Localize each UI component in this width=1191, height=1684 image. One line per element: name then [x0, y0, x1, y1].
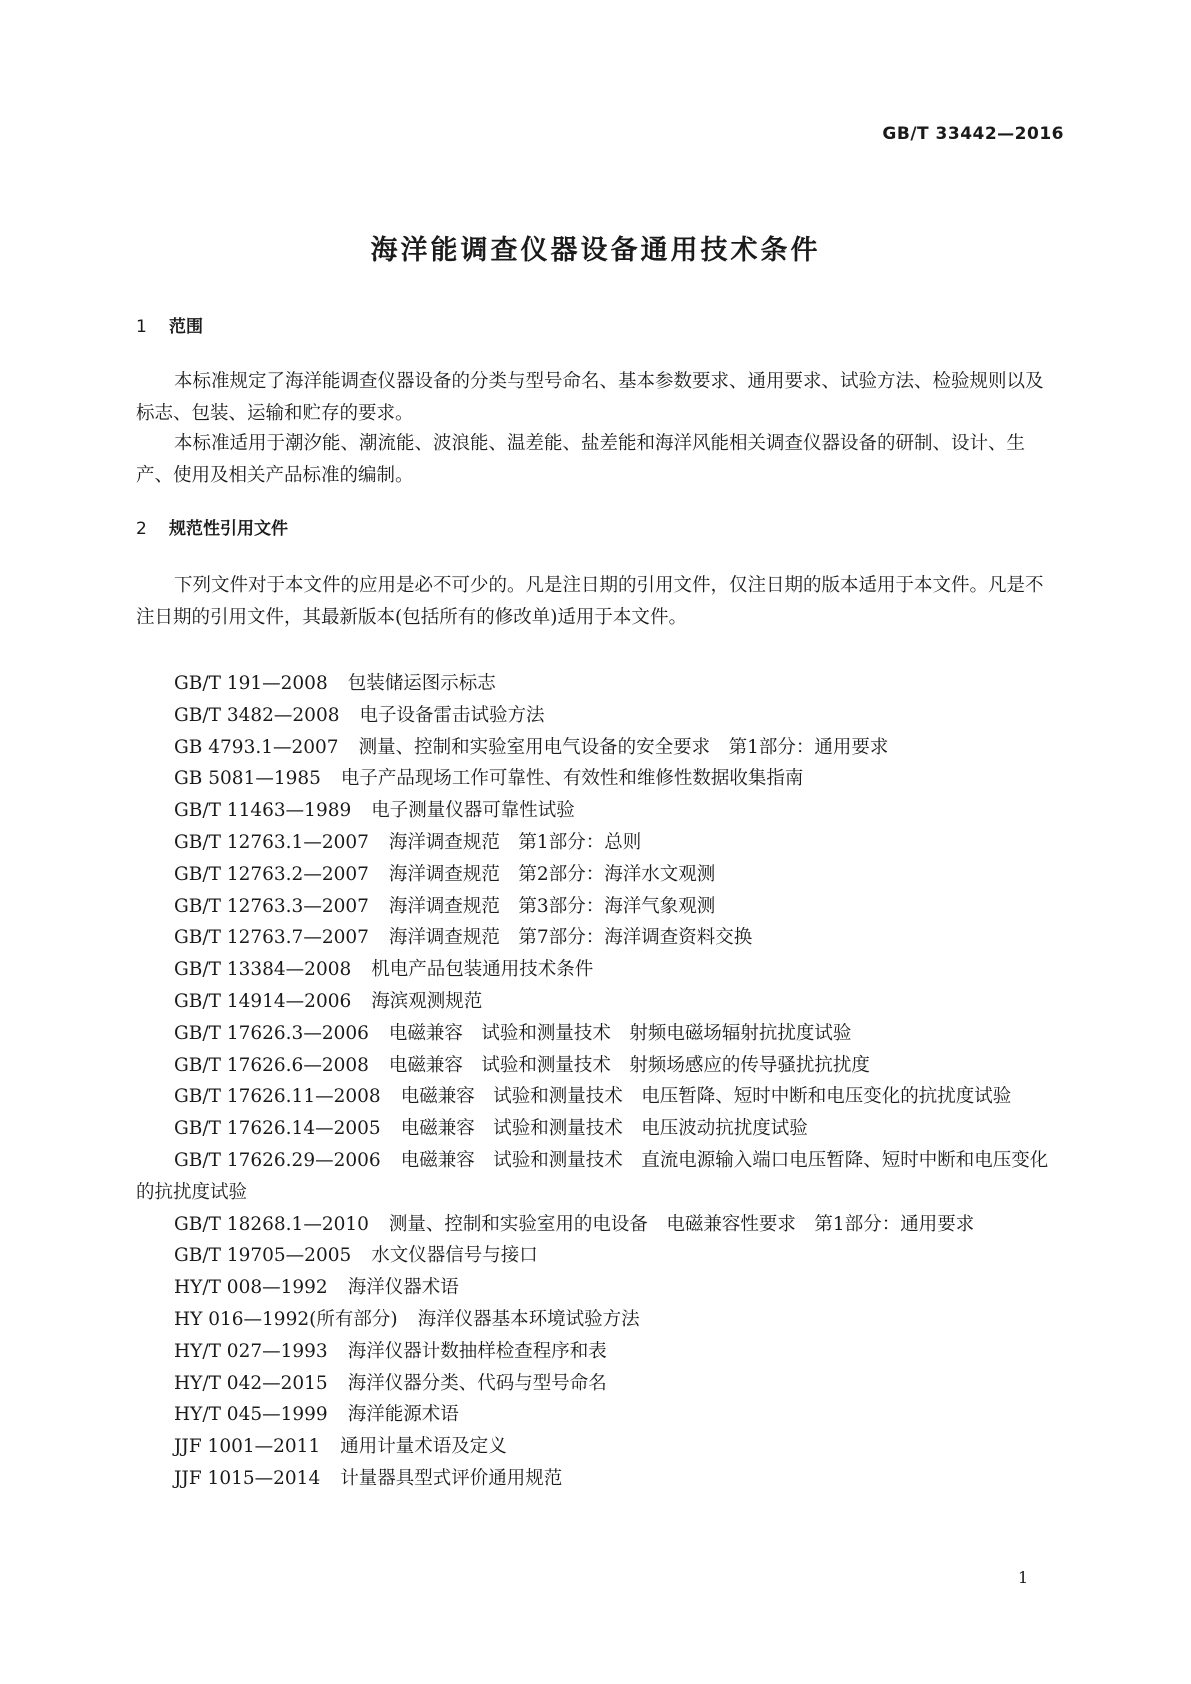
reference-item [136, 1272, 1056, 1304]
reference-title: 海洋仪器计数抽样检查程序和表 [347, 1340, 607, 1362]
section-2-title: 规范性引用文件 [169, 519, 288, 539]
reference-title: 海洋仪器术语 [347, 1277, 459, 1299]
scope-paragraph-2: 本标准适用于潮汐能、潮流能、波浪能、温差能、盐差能和海洋风能相关调查仪器设备的研制、设计、生产、使用及相关产品标准的编制。 [136, 433, 1026, 486]
reference-item [136, 827, 1056, 859]
reference-code: GB/T 13384—2008 [174, 959, 352, 981]
reference-title: 电磁兼容 试验和测量技术 射频场感应的传导骚扰抗扰度 [388, 1054, 870, 1076]
reference-code: GB/T 3482—2008 [174, 704, 340, 726]
reference-code: GB 5081—1985 [174, 768, 321, 790]
reference-item [136, 763, 1056, 795]
reference-item [136, 1240, 1056, 1272]
reference-title: 电子设备雷击试验方法 [359, 704, 545, 726]
reference-title: 海洋能源术语 [347, 1404, 459, 1426]
reference-item [136, 1113, 1056, 1145]
reference-item [136, 954, 1056, 986]
reference-item [136, 1145, 1056, 1209]
reference-item [136, 1463, 1056, 1495]
reference-title: 电磁兼容 试验和测量技术 直流电源输入端口电压暂降、短时中断和电压变化的抗扰度试验 [136, 1149, 1049, 1203]
reference-code: GB/T 18268.1—2010 [174, 1213, 369, 1235]
section-2-number: 2 [136, 519, 147, 539]
section-1-number: 1 [136, 317, 147, 337]
reference-title: 海洋调查规范 第2部分：海洋水文观测 [388, 863, 716, 885]
reference-item [136, 1431, 1056, 1463]
reference-code: HY/T 027—1993 [174, 1340, 328, 1362]
reference-title: 海洋仪器分类、代码与型号命名 [347, 1372, 607, 1394]
reference-code: GB/T 12763.3—2007 [174, 895, 369, 917]
reference-code: JJF 1001—2011 [174, 1436, 321, 1458]
reference-item [136, 795, 1056, 827]
reference-title: 海洋调查规范 第3部分：海洋气象观测 [388, 895, 716, 917]
reference-title: 测量、控制和实验室用的电设备 电磁兼容性要求 第1部分：通用要求 [388, 1213, 975, 1235]
reference-item [136, 1209, 1056, 1241]
reference-code: GB/T 17626.14—2005 [174, 1118, 381, 1140]
reference-item [136, 700, 1056, 732]
reference-code: GB/T 14914—2006 [174, 990, 352, 1012]
reference-title: 测量、控制和实验室用电气设备的安全要求 第1部分：通用要求 [358, 736, 889, 758]
reference-code: GB/T 17626.11—2008 [174, 1086, 381, 1108]
section-1-title: 范围 [169, 317, 203, 337]
reference-title: 海滨观测规范 [371, 990, 483, 1012]
reference-title: 通用计量术语及定义 [340, 1436, 507, 1458]
reference-title: 水文仪器信号与接口 [371, 1245, 538, 1267]
reference-title: 海洋调查规范 第7部分：海洋调查资料交换 [388, 927, 753, 949]
reference-title: 电子测量仪器可靠性试验 [371, 800, 575, 822]
reference-title: 电磁兼容 试验和测量技术 射频电磁场辐射抗扰度试验 [388, 1022, 852, 1044]
reference-code: HY/T 042—2015 [174, 1372, 328, 1394]
reference-title: 计量器具型式评价通用规范 [340, 1467, 563, 1489]
references-intro-paragraph: 下列文件对于本文件的应用是必不可少的。凡是注日期的引用文件，仅注日期的版本适用于本文件。凡是不注日期的引用文件，其最新版本(包括所有的修改单)适用于本文件。 [136, 575, 1044, 628]
section-1-heading [136, 312, 203, 337]
reference-title: 海洋仪器基本环境试验方法 [417, 1308, 640, 1330]
reference-title: 机电产品包装通用技术条件 [371, 959, 594, 981]
reference-item [136, 1050, 1056, 1082]
page-number: 1 [1018, 1568, 1029, 1587]
reference-title: 电磁兼容 试验和测量技术 电压暂降、短时中断和电压变化的抗扰度试验 [400, 1086, 1012, 1108]
reference-code: GB/T 17626.3—2006 [174, 1022, 369, 1044]
reference-item [136, 1336, 1056, 1368]
reference-item [136, 922, 1056, 954]
scope-paragraph-1: 本标准规定了海洋能调查仪器设备的分类与型号命名、基本参数要求、通用要求、试验方法、检验规则以及标志、包装、运输和贮存的要求。 [136, 371, 1044, 424]
reference-title: 海洋调查规范 第1部分：总则 [388, 831, 642, 853]
reference-code: GB/T 11463—1989 [174, 800, 352, 822]
reference-code: GB/T 12763.2—2007 [174, 863, 369, 885]
reference-item [136, 891, 1056, 923]
reference-code: JJF 1015—2014 [174, 1467, 321, 1489]
reference-item [136, 668, 1056, 700]
reference-code: HY/T 045—1999 [174, 1404, 328, 1426]
reference-item [136, 1081, 1056, 1113]
reference-title: 电磁兼容 试验和测量技术 电压波动抗扰度试验 [400, 1118, 808, 1140]
reference-code: GB/T 12763.7—2007 [174, 927, 369, 949]
standard-code: GB/T 33442—2016 [882, 124, 1064, 144]
section-2-heading [136, 514, 288, 539]
reference-item [136, 859, 1056, 891]
reference-code: GB/T 12763.1—2007 [174, 831, 369, 853]
reference-item [136, 1304, 1056, 1336]
reference-code: GB/T 19705—2005 [174, 1245, 352, 1267]
reference-item [136, 1018, 1056, 1050]
reference-item [136, 1368, 1056, 1400]
normative-references-list [136, 668, 1056, 1495]
reference-code: HY 016—1992(所有部分) [174, 1308, 398, 1330]
reference-title: 电子产品现场工作可靠性、有效性和维修性数据收集指南 [340, 768, 804, 790]
reference-code: GB/T 191—2008 [174, 673, 328, 694]
reference-title: 包装储运图示标志 [347, 673, 496, 694]
reference-item [136, 732, 1056, 764]
reference-code: GB/T 17626.29—2006 [174, 1149, 381, 1171]
reference-item [136, 1399, 1056, 1431]
document-title: 海洋能调查仪器设备通用技术条件 [370, 235, 821, 266]
reference-code: GB/T 17626.6—2008 [174, 1054, 369, 1076]
reference-code: GB 4793.1—2007 [174, 736, 339, 758]
reference-item [136, 986, 1056, 1018]
reference-code: HY/T 008—1992 [174, 1277, 328, 1299]
